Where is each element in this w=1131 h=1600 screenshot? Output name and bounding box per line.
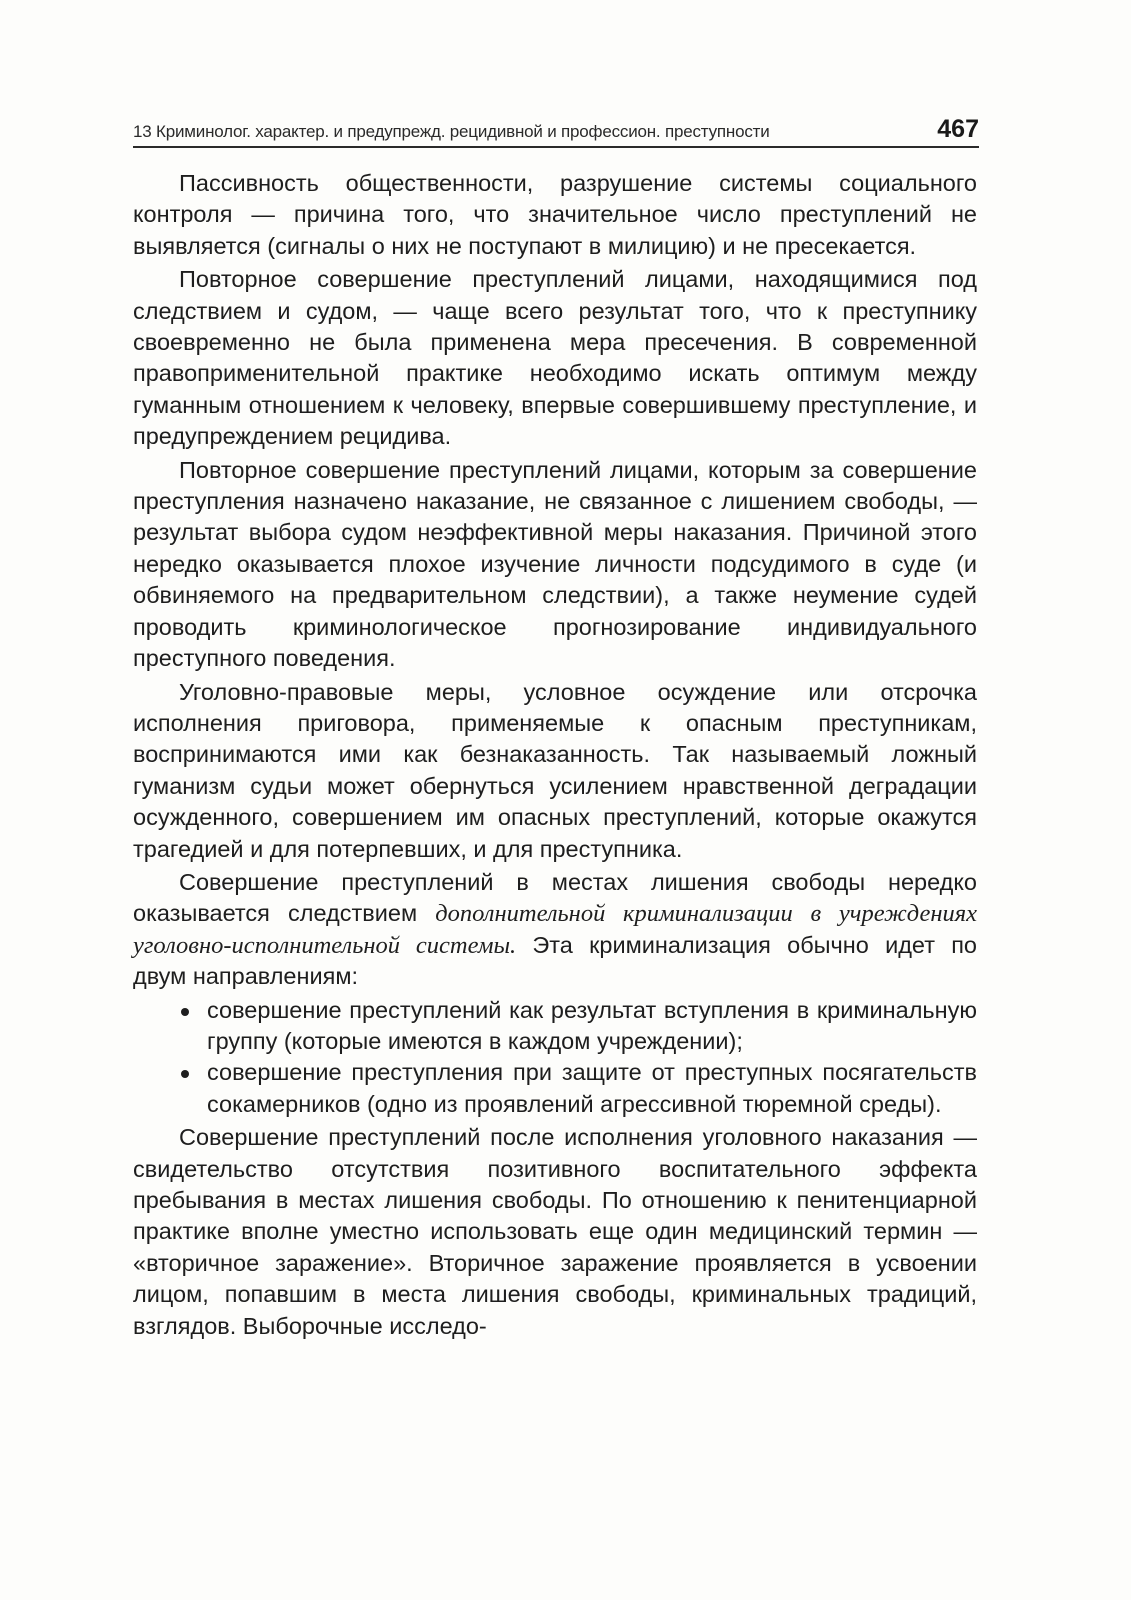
paragraph-criminalization: [133, 867, 977, 993]
bullet-item: [179, 1057, 977, 1120]
paragraph: Совершение преступлений после исполнения уголовного наказания — свидетельство отсутствия позитивного воспитательного эффекта пребывания в местах лишения свободы. По отношению к пенитенциарной практике вполне уместно использовать еще один медицинский термин — «вторичное заражение». Вторичное заражение проявляется в усвоении лицом, попавшим в места лишения свободы, криминальных традиций, взглядов. Выборочные исследо-: [133, 1124, 977, 1339]
paragraph-text: Совершение преступлений в местах лишения свободы нередко оказывается следствием: [133, 868, 977, 927]
bullet-item: [179, 995, 977, 1058]
page-number: 467: [937, 115, 979, 143]
paragraph: Пассивность общественности, разрушение системы социального контроля — причина того, что значительное число преступлений не выявляется (сигналы о них не поступают в милицию) и не пресекается.: [133, 170, 977, 259]
paragraph: Повторное совершение преступлений лицами, находящимися под следствием и судом, — чаще всего результат того, что к преступнику своевременно не была применена мера пресечения. В современной правоприменительной практике необходимо искать оптимум между гуманным отношением к человеку, впервые совершившему преступление, и предупреждением рецидива.: [133, 266, 977, 450]
paragraph-text: Эта криминализация обычно идет по двум направлениям:: [133, 931, 977, 990]
bullet-text: совершение преступлений как результат вступления в криминальную группу (которые имеются в каждом учреждении);: [207, 996, 977, 1054]
emphasis-text: дополнительной криминализации в учреждениях уголовно-исполнительной системы.: [133, 900, 977, 959]
paragraph: Уголовно-правовые меры, условное осуждение или отсрочка исполнения приговора, применяемые к опасным преступникам, воспринимаются ими как безнаказанность. Так называемый ложный гуманизм судьи может обернуться усилением нравственной деградации осужденного, совершением им опасных преступлений, которые окажутся трагедией и для потерпевших, и для преступника.: [133, 678, 977, 862]
running-title: 13 Криминолог. характер. и предупрежд. рецидивной и профессион. преступности: [133, 122, 770, 141]
bullet-list: [133, 995, 977, 1121]
paragraph: Повторное совершение преступлений лицами, которым за совершение преступления назначено наказание, не связанное с лишением свободы, — результат выбора судом неэффективной меры наказания. Причиной этого нередко оказывается плохое изучение личности подсудимого в суде (и обвиняемого на предварительном следствии), а также неумение судей проводить криминологическое прогнозирование индивидуального преступного поведения.: [133, 456, 977, 672]
body-text: [133, 168, 977, 1344]
bullet-text: совершение преступления при защите от преступных посягательств сокамерников (одно из проявлений агрессивной тюремной среды).: [207, 1059, 977, 1117]
bullet-icon: [181, 1008, 189, 1016]
bullet-icon: [181, 1070, 189, 1078]
running-head: [133, 112, 979, 148]
